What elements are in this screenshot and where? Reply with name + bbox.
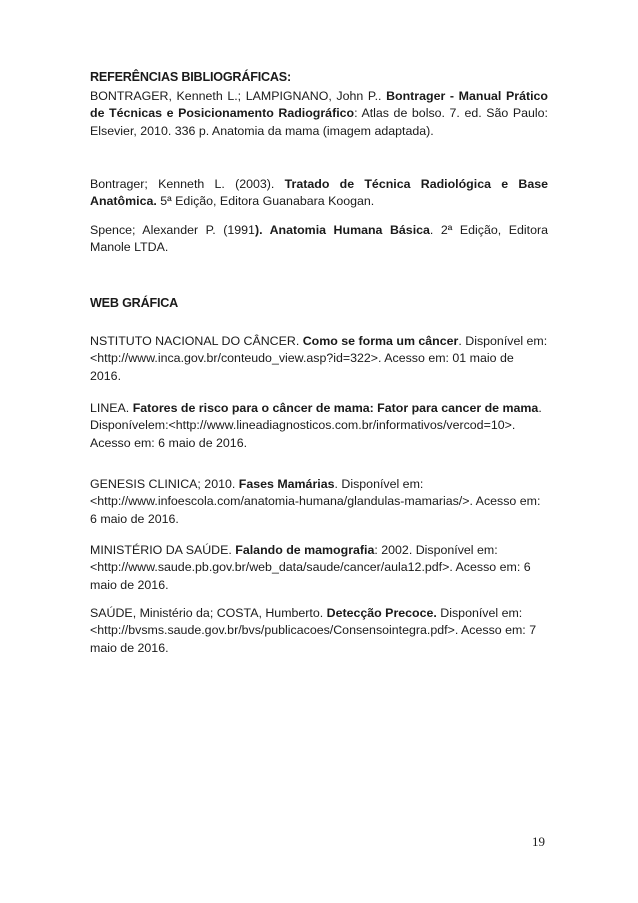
reference-title: Tratado de Técnica Radiológica e Base Anatômica.	[90, 177, 548, 209]
reference-details: . Disponível em: <http://www.inca.gov.br/conteudo_view.asp?id=322>. Acesso em: 01 maio de 2016.	[90, 334, 548, 383]
reference-authors: BONTRAGER, Kenneth L.; LAMPIGNANO, John P..	[90, 89, 387, 103]
web-reference-inca	[90, 333, 548, 385]
reference-title: Fases Mamárias	[238, 477, 335, 491]
reference-authors: NSTITUTO NACIONAL DO CÂNCER.	[90, 334, 303, 348]
reference-details: Disponível em: <http://bvsms.saude.gov.br/bvs/publicacoes/Consensointegra.pdf>. Acesso em: 7 maio de 2016.	[90, 606, 537, 655]
web-reference-genesis	[90, 476, 548, 528]
reference-title: Falando de mamografia	[235, 543, 375, 557]
reference-details: 5ª Edição, Editora Guanabara Koogan.	[156, 194, 375, 209]
page-number: 19	[532, 834, 545, 849]
reference-details: . Disponível em: <http://www.infoescola.com/anatomia-humana/glandulas-mamarias/>. Acesso em: 6 maio de 2016.	[90, 477, 541, 526]
reference-authors: MINISTÉRIO DA SAÚDE.	[90, 543, 236, 557]
reference-details: . 2ª Edição, Editora Manole LTDA.	[90, 223, 548, 255]
reference-title: Detecção Precoce.	[326, 606, 437, 620]
reference-title: Bontrager - Manual Prático de Técnicas e Posicionamento Radiográfico	[90, 89, 548, 121]
reference-title: ). Anatomia Humana Básica	[254, 223, 430, 237]
reference-bontrager-manual	[90, 88, 548, 140]
web-reference-ministerio	[90, 542, 548, 594]
web-reference-saude-costa	[90, 605, 548, 657]
web-reference-linea	[90, 400, 548, 452]
reference-details: : 2002. Disponível em: <http://www.saude.pb.gov.br/web_data/saude/cancer/aula12.pdf>. Acesso em: 6 maio de 2016.	[90, 543, 531, 592]
reference-details: : Atlas de bolso. 7. ed. São Paulo: Elsevier, 2010. 336 p. Anatomia da mama (imagem adaptada).	[90, 106, 548, 138]
web-references-heading: WEB GRÁFICA	[90, 296, 179, 310]
reference-authors: LINEA.	[90, 401, 133, 415]
reference-bontrager-tratado	[90, 176, 548, 211]
reference-title: Como se forma um câncer	[302, 334, 459, 348]
reference-authors: GENESIS CLINICA; 2010.	[90, 477, 239, 491]
reference-authors: Spence; Alexander P. (1991	[90, 223, 255, 237]
references-heading: REFERÊNCIAS BIBLIOGRÁFICAS:	[90, 70, 292, 84]
reference-authors: Bontrager; Kenneth L. (2003).	[90, 177, 285, 191]
reference-title: Fatores de risco para o câncer de mama: Fator para cancer de mama	[132, 401, 539, 415]
reference-spence	[90, 222, 548, 257]
reference-details: . Disponívelem:<http://www.lineadiagnosticos.com.br/informativos/vercod=10>. Acesso em: 6 maio de 2016.	[90, 401, 542, 450]
reference-authors: SAÚDE, Ministério da; COSTA, Humberto.	[90, 606, 327, 620]
